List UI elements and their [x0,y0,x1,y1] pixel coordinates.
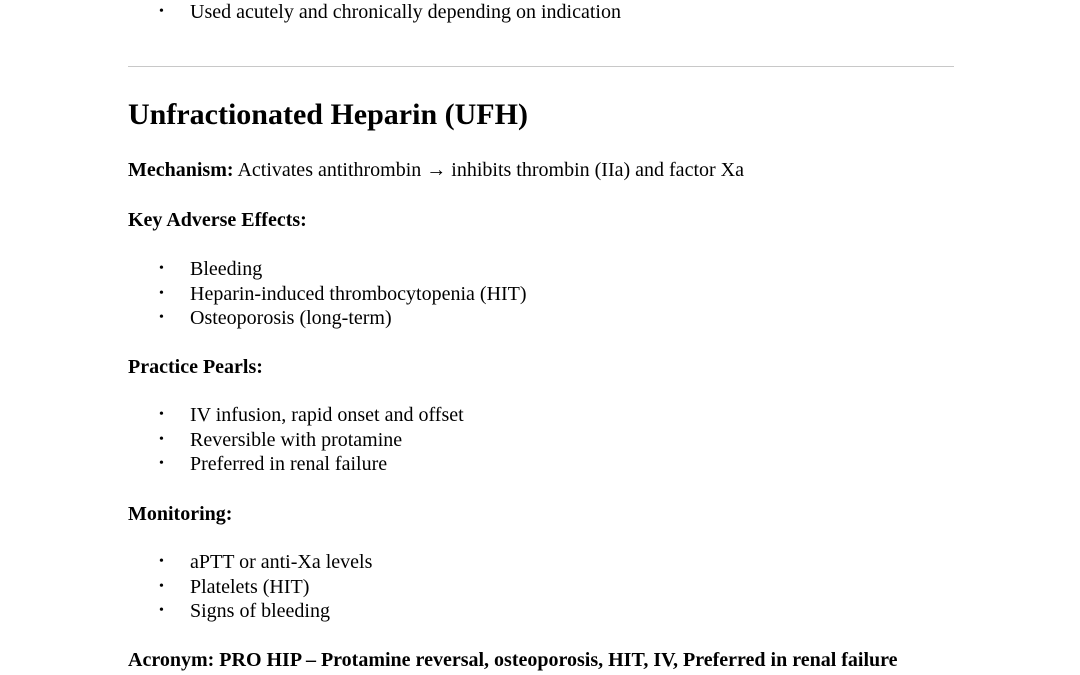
list-item [128,428,464,453]
list-item-text: Reversible with protamine [190,428,403,451]
list-item-text: Signs of bleeding [190,600,330,622]
section-divider [128,66,954,67]
list-item [128,403,464,428]
bullet-icon: • [159,4,164,19]
bullet-icon: • [159,456,164,471]
list-item-text: Bleeding [190,258,263,280]
bullet-icon: • [159,285,164,301]
bullet-icon: • [159,554,164,569]
adverse-effects-heading [128,208,307,232]
bullet-icon: • [159,431,164,447]
bullet-icon: • [159,407,164,422]
bullet-icon: • [159,310,164,325]
acronym-text: Acronym: PRO HIP – Protamine reversal, osteoporosis, HIT, IV, Preferred in renal failure [128,649,898,671]
mechanism-paragraph [128,158,744,182]
practice-pearls-list [128,403,464,477]
monitoring-label: Monitoring: [128,503,233,525]
list-item [128,306,527,331]
adverse-effects-list [128,257,527,331]
monitoring-heading [128,502,232,526]
list-item-text: Platelets (HIT) [190,575,310,598]
practice-pearls-label: Practice Pearls: [128,356,263,378]
practice-pearls-heading [128,355,263,379]
list-item [128,599,372,624]
bullet-icon: • [159,578,164,594]
list-item [128,282,527,307]
list-item-text: Used acutely and chronically depending on indication [190,1,621,23]
bullet-icon: • [159,261,164,276]
previous-section-list [128,0,621,25]
mechanism-label: Mechanism: [128,159,234,181]
list-item [128,452,464,477]
list-item-text: aPTT or anti-Xa levels [190,551,373,573]
bullet-icon: • [159,603,164,618]
list-item-text: IV infusion, rapid onset and offset [190,404,464,426]
monitoring-list [128,550,372,624]
adverse-effects-label: Key Adverse Effects: [128,209,307,231]
mechanism-text: Activates antithrombin → inhibits thrombin (IIa) and factor Xa [233,159,744,181]
list-item-text: Preferred in renal failure [190,453,388,475]
list-item [128,0,621,25]
list-item [128,257,527,282]
list-item [128,575,372,600]
list-item-text: Heparin-induced thrombocytopenia (HIT) [190,282,527,305]
section-title: Unfractionated Heparin (UFH) [128,98,528,131]
list-item [128,550,372,575]
list-item-text: Osteoporosis (long-term) [190,307,392,329]
acronym-paragraph [128,648,898,672]
